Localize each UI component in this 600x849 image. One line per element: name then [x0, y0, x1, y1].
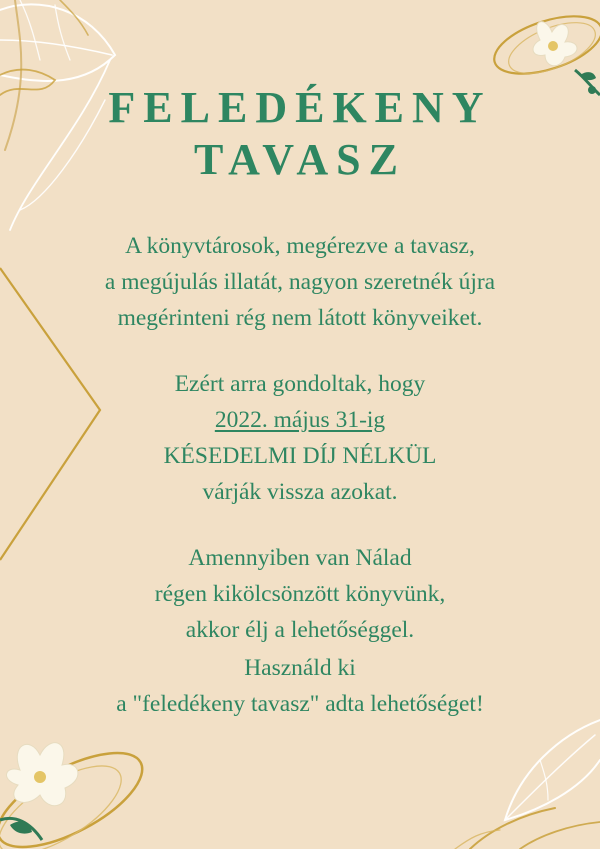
paragraph-1-line-2: a megújulás illatát, nagyon szeretnék újra — [104, 269, 496, 295]
paragraph-4-line-1: Használd ki — [244, 655, 356, 681]
bottom-right-leaf-art-icon — [455, 720, 600, 849]
paragraph-1 — [0, 228, 600, 336]
paragraph-3-line-2: régen kikölcsönzött könyvünk, — [154, 581, 446, 607]
bottom-left-flower-icon — [0, 734, 156, 849]
title-line-1: FELEDÉKENY — [108, 83, 492, 132]
no-late-fee-notice: KÉSEDELMI DÍJ NÉLKÜL — [163, 443, 437, 469]
deadline-date: 2022. május 31-ig — [214, 407, 386, 433]
paragraph-1-line-1: A könyvtárosok, megérezve a tavasz, — [125, 233, 475, 259]
paragraph-3-line-1: Amennyiben van Nálad — [188, 545, 412, 571]
paragraph-4-line-2: a "feledékeny tavasz" adta lehetőséget! — [116, 691, 484, 717]
title-line-2: TAVASZ — [194, 135, 406, 184]
paragraph-4 — [0, 650, 600, 722]
paragraph-2 — [0, 366, 600, 510]
paragraph-2-line-1: Ezért arra gondoltak, hogy — [174, 371, 426, 397]
paragraph-3-line-3: akkor élj a lehetőséggel. — [185, 617, 415, 643]
paragraph-1-line-3: megérinteni rég nem látott könyveiket. — [117, 305, 483, 331]
paragraph-2-line-4: várják vissza azokat. — [202, 479, 398, 505]
paragraph-3 — [0, 540, 600, 648]
